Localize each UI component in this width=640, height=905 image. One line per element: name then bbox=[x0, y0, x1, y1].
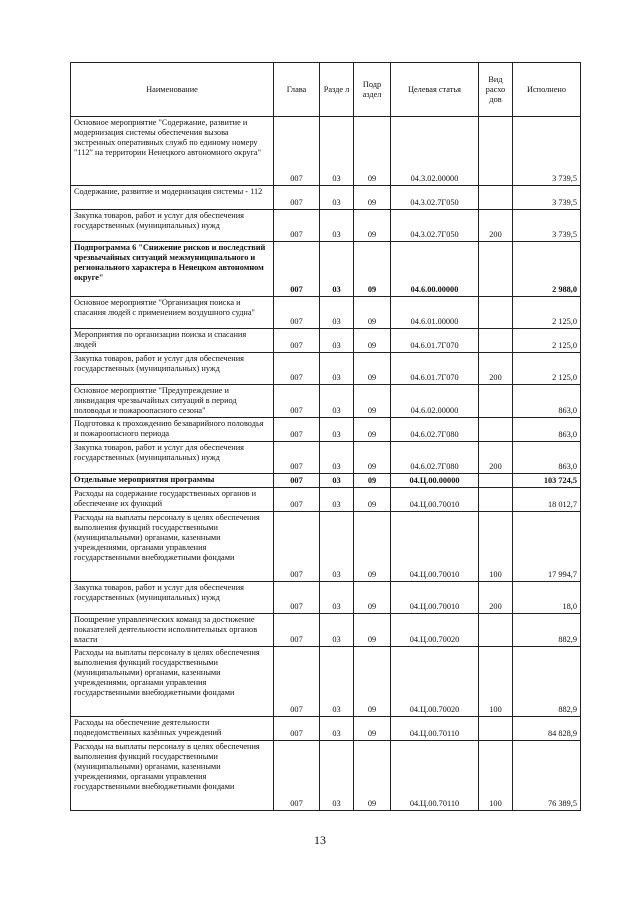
row-ispolneno-cell: 103 724,5 bbox=[513, 474, 581, 488]
row-vid-cell bbox=[479, 385, 513, 418]
row-razdel-cell: 03 bbox=[320, 117, 354, 186]
header-ispolneno: Исполнено bbox=[513, 63, 581, 117]
row-tselevaya-cell: 04.6.02.7Г080 bbox=[391, 418, 479, 442]
row-vid-cell bbox=[479, 297, 513, 329]
row-glava-cell: 007 bbox=[274, 474, 320, 488]
row-vid-cell: 200 bbox=[479, 442, 513, 474]
row-tselevaya-cell: 04.3.02.7Г050 bbox=[391, 210, 479, 242]
row-name-cell: Расходы на выплаты персоналу в целях обеспечения выполнения функций государственными (муниципальными) органами, казенными учреждениями, органами управления государственными внебюджетными фондами bbox=[71, 741, 274, 811]
table-header-row bbox=[71, 63, 581, 117]
row-vid-cell: 200 bbox=[479, 210, 513, 242]
row-glava-cell: 007 bbox=[274, 329, 320, 353]
row-razdel-cell: 03 bbox=[320, 329, 354, 353]
row-vid-cell: 200 bbox=[479, 353, 513, 385]
row-razdel-cell: 03 bbox=[320, 442, 354, 474]
row-ispolneno-cell: 3 739,5 bbox=[513, 117, 581, 186]
row-tselevaya-cell: 04.6.01.7Г070 bbox=[391, 329, 479, 353]
table-row bbox=[71, 582, 581, 614]
row-tselevaya-cell: 04.Ц.00.70020 bbox=[391, 647, 479, 717]
row-glava-cell: 007 bbox=[274, 210, 320, 242]
row-glava-cell: 007 bbox=[274, 488, 320, 512]
header-podrazdel: Подр аздел bbox=[354, 63, 391, 117]
row-podrazdel-cell: 09 bbox=[354, 210, 391, 242]
row-ispolneno-cell: 863,0 bbox=[513, 418, 581, 442]
row-podrazdel-cell: 09 bbox=[354, 488, 391, 512]
row-ispolneno-cell: 2 125,0 bbox=[513, 297, 581, 329]
row-name-cell: Расходы на выплаты персоналу в целях обеспечения выполнения функций государственными (муниципальными) органами, казенными учреждениями, органами управления государственными внебюджетными фондами bbox=[71, 512, 274, 582]
row-ispolneno-cell: 863,0 bbox=[513, 442, 581, 474]
row-podrazdel-cell: 09 bbox=[354, 614, 391, 647]
table-row bbox=[71, 512, 581, 582]
row-tselevaya-cell: 04.6.01.00000 bbox=[391, 297, 479, 329]
row-tselevaya-cell: 04.Ц.00.70110 bbox=[391, 717, 479, 741]
row-name-cell: Поощрение управленческих команд за достижение показателей деятельности исполнительных органов власти bbox=[71, 614, 274, 647]
row-tselevaya-cell: 04.3.02.00000 bbox=[391, 117, 479, 186]
row-vid-cell bbox=[479, 329, 513, 353]
row-tselevaya-cell: 04.6.02.00000 bbox=[391, 385, 479, 418]
row-razdel-cell: 03 bbox=[320, 353, 354, 385]
row-podrazdel-cell: 09 bbox=[354, 297, 391, 329]
row-vid-cell bbox=[479, 117, 513, 186]
row-tselevaya-cell: 04.Ц.00.70010 bbox=[391, 582, 479, 614]
row-ispolneno-cell: 2 125,0 bbox=[513, 329, 581, 353]
table-row bbox=[71, 474, 581, 488]
row-name-cell: Основное мероприятие "Организация поиска и спасания людей с применением воздушного судна" bbox=[71, 297, 274, 329]
row-name-cell: Закупка товаров, работ и услуг для обеспечения государственных (муниципальных) нужд bbox=[71, 353, 274, 385]
row-tselevaya-cell: 04.6.00.00000 bbox=[391, 242, 479, 297]
row-ispolneno-cell: 882,9 bbox=[513, 647, 581, 717]
row-name-cell: Основное мероприятие "Содержание, развитие и модернизация системы обеспечения вызова экстренных оперативных служб по единому номеру "112" на территории Ненецкого автономного округа" bbox=[71, 117, 274, 186]
row-glava-cell: 007 bbox=[274, 297, 320, 329]
row-podrazdel-cell: 09 bbox=[354, 741, 391, 811]
row-vid-cell bbox=[479, 418, 513, 442]
row-podrazdel-cell: 09 bbox=[354, 582, 391, 614]
row-ispolneno-cell: 84 828,9 bbox=[513, 717, 581, 741]
row-razdel-cell: 03 bbox=[320, 418, 354, 442]
row-name-cell: Подготовка к прохождению безаварийного половодья и пожароопасного периода bbox=[71, 418, 274, 442]
row-tselevaya-cell: 04.Ц.00.70020 bbox=[391, 614, 479, 647]
row-glava-cell: 007 bbox=[274, 582, 320, 614]
row-ispolneno-cell: 882,9 bbox=[513, 614, 581, 647]
row-razdel-cell: 03 bbox=[320, 717, 354, 741]
row-glava-cell: 007 bbox=[274, 117, 320, 186]
table-row bbox=[71, 614, 581, 647]
row-name-cell: Закупка товаров, работ и услуг для обеспечения государственных (муниципальных) нужд bbox=[71, 582, 274, 614]
row-podrazdel-cell: 09 bbox=[354, 353, 391, 385]
row-podrazdel-cell: 09 bbox=[354, 242, 391, 297]
row-glava-cell: 007 bbox=[274, 512, 320, 582]
row-glava-cell: 007 bbox=[274, 353, 320, 385]
table-row bbox=[71, 117, 581, 186]
row-podrazdel-cell: 09 bbox=[354, 512, 391, 582]
row-ispolneno-cell: 2 988,0 bbox=[513, 242, 581, 297]
row-podrazdel-cell: 09 bbox=[354, 647, 391, 717]
row-tselevaya-cell: 04.Ц.00.70010 bbox=[391, 488, 479, 512]
row-razdel-cell: 03 bbox=[320, 210, 354, 242]
table-row bbox=[71, 442, 581, 474]
row-vid-cell: 100 bbox=[479, 647, 513, 717]
row-vid-cell: 200 bbox=[479, 582, 513, 614]
row-podrazdel-cell: 09 bbox=[354, 717, 391, 741]
table-row bbox=[71, 717, 581, 741]
row-name-cell: Подпрограмма 6 "Снижение рисков и последствий чрезвычайных ситуаций межмуниципального и регионального характера в Ненецком автономном округе" bbox=[71, 242, 274, 297]
table-body bbox=[71, 117, 581, 811]
row-glava-cell: 007 bbox=[274, 741, 320, 811]
table-row bbox=[71, 186, 581, 210]
row-ispolneno-cell: 863,0 bbox=[513, 385, 581, 418]
header-name: Наименование bbox=[71, 63, 274, 117]
row-glava-cell: 007 bbox=[274, 717, 320, 741]
row-razdel-cell: 03 bbox=[320, 647, 354, 717]
table-row bbox=[71, 297, 581, 329]
row-name-cell: Расходы на выплаты персоналу в целях обеспечения выполнения функций государственными (муниципальными) органами, казенными учреждениями, органами управления государственными внебюджетными фондами bbox=[71, 647, 274, 717]
row-vid-cell bbox=[479, 717, 513, 741]
row-tselevaya-cell: 04.6.01.7Г070 bbox=[391, 353, 479, 385]
header-tselevaya-statya: Целевая статья bbox=[391, 63, 479, 117]
row-name-cell: Расходы на обеспечение деятельности подведомственных казённых учреждений bbox=[71, 717, 274, 741]
row-razdel-cell: 03 bbox=[320, 488, 354, 512]
header-razdel: Разде л bbox=[320, 63, 354, 117]
table-row bbox=[71, 647, 581, 717]
row-podrazdel-cell: 09 bbox=[354, 442, 391, 474]
page-number: 13 bbox=[314, 833, 326, 847]
table-row bbox=[71, 242, 581, 297]
row-razdel-cell: 03 bbox=[320, 512, 354, 582]
row-razdel-cell: 03 bbox=[320, 582, 354, 614]
table-row bbox=[71, 353, 581, 385]
row-razdel-cell: 03 bbox=[320, 242, 354, 297]
row-razdel-cell: 03 bbox=[320, 186, 354, 210]
row-podrazdel-cell: 09 bbox=[354, 418, 391, 442]
budget-table-container bbox=[70, 62, 580, 811]
row-name-cell: Закупка товаров, работ и услуг для обеспечения государственных (муниципальных) нужд bbox=[71, 442, 274, 474]
table-row bbox=[71, 210, 581, 242]
row-tselevaya-cell: 04.6.02.7Г080 bbox=[391, 442, 479, 474]
row-ispolneno-cell: 18 012,7 bbox=[513, 488, 581, 512]
table-row bbox=[71, 418, 581, 442]
row-glava-cell: 007 bbox=[274, 442, 320, 474]
table-row bbox=[71, 488, 581, 512]
header-glava: Глава bbox=[274, 63, 320, 117]
table-row bbox=[71, 741, 581, 811]
row-glava-cell: 007 bbox=[274, 647, 320, 717]
row-glava-cell: 007 bbox=[274, 186, 320, 210]
row-razdel-cell: 03 bbox=[320, 741, 354, 811]
row-podrazdel-cell: 09 bbox=[354, 117, 391, 186]
budget-execution-table bbox=[70, 62, 581, 811]
row-name-cell: Отдельные мероприятия программы bbox=[71, 474, 274, 488]
row-ispolneno-cell: 3 739,5 bbox=[513, 186, 581, 210]
row-vid-cell bbox=[479, 488, 513, 512]
row-podrazdel-cell: 09 bbox=[354, 186, 391, 210]
row-glava-cell: 007 bbox=[274, 418, 320, 442]
row-razdel-cell: 03 bbox=[320, 474, 354, 488]
row-tselevaya-cell: 04.Ц.00.70110 bbox=[391, 741, 479, 811]
row-glava-cell: 007 bbox=[274, 385, 320, 418]
row-ispolneno-cell: 3 739,5 bbox=[513, 210, 581, 242]
row-razdel-cell: 03 bbox=[320, 297, 354, 329]
row-name-cell: Основное мероприятие "Предупреждение и ликвидация чрезвычайных ситуаций в период половодья и пожароопасного сезона" bbox=[71, 385, 274, 418]
row-name-cell: Расходы на содержание государственных органов и обеспечение их функций bbox=[71, 488, 274, 512]
row-tselevaya-cell: 04.Ц.00.00000 bbox=[391, 474, 479, 488]
row-vid-cell bbox=[479, 186, 513, 210]
row-razdel-cell: 03 bbox=[320, 614, 354, 647]
row-ispolneno-cell: 17 994,7 bbox=[513, 512, 581, 582]
row-vid-cell bbox=[479, 614, 513, 647]
row-name-cell: Содержание, развитие и модернизация системы - 112 bbox=[71, 186, 274, 210]
row-name-cell: Мероприятия по организации поиска и спасания людей bbox=[71, 329, 274, 353]
row-vid-cell bbox=[479, 242, 513, 297]
row-podrazdel-cell: 09 bbox=[354, 474, 391, 488]
row-glava-cell: 007 bbox=[274, 242, 320, 297]
row-name-cell: Закупка товаров, работ и услуг для обеспечения государственных (муниципальных) нужд bbox=[71, 210, 274, 242]
row-ispolneno-cell: 76 389,5 bbox=[513, 741, 581, 811]
row-tselevaya-cell: 04.Ц.00.70010 bbox=[391, 512, 479, 582]
row-podrazdel-cell: 09 bbox=[354, 329, 391, 353]
row-ispolneno-cell: 2 125,0 bbox=[513, 353, 581, 385]
row-vid-cell: 100 bbox=[479, 512, 513, 582]
row-glava-cell: 007 bbox=[274, 614, 320, 647]
row-vid-cell: 100 bbox=[479, 741, 513, 811]
table-row bbox=[71, 385, 581, 418]
row-ispolneno-cell: 18,0 bbox=[513, 582, 581, 614]
row-razdel-cell: 03 bbox=[320, 385, 354, 418]
row-podrazdel-cell: 09 bbox=[354, 385, 391, 418]
row-tselevaya-cell: 04.3.02.7Г050 bbox=[391, 186, 479, 210]
row-vid-cell bbox=[479, 474, 513, 488]
header-vid-raskhodov: Вид расхо дов bbox=[479, 63, 513, 117]
table-row bbox=[71, 329, 581, 353]
